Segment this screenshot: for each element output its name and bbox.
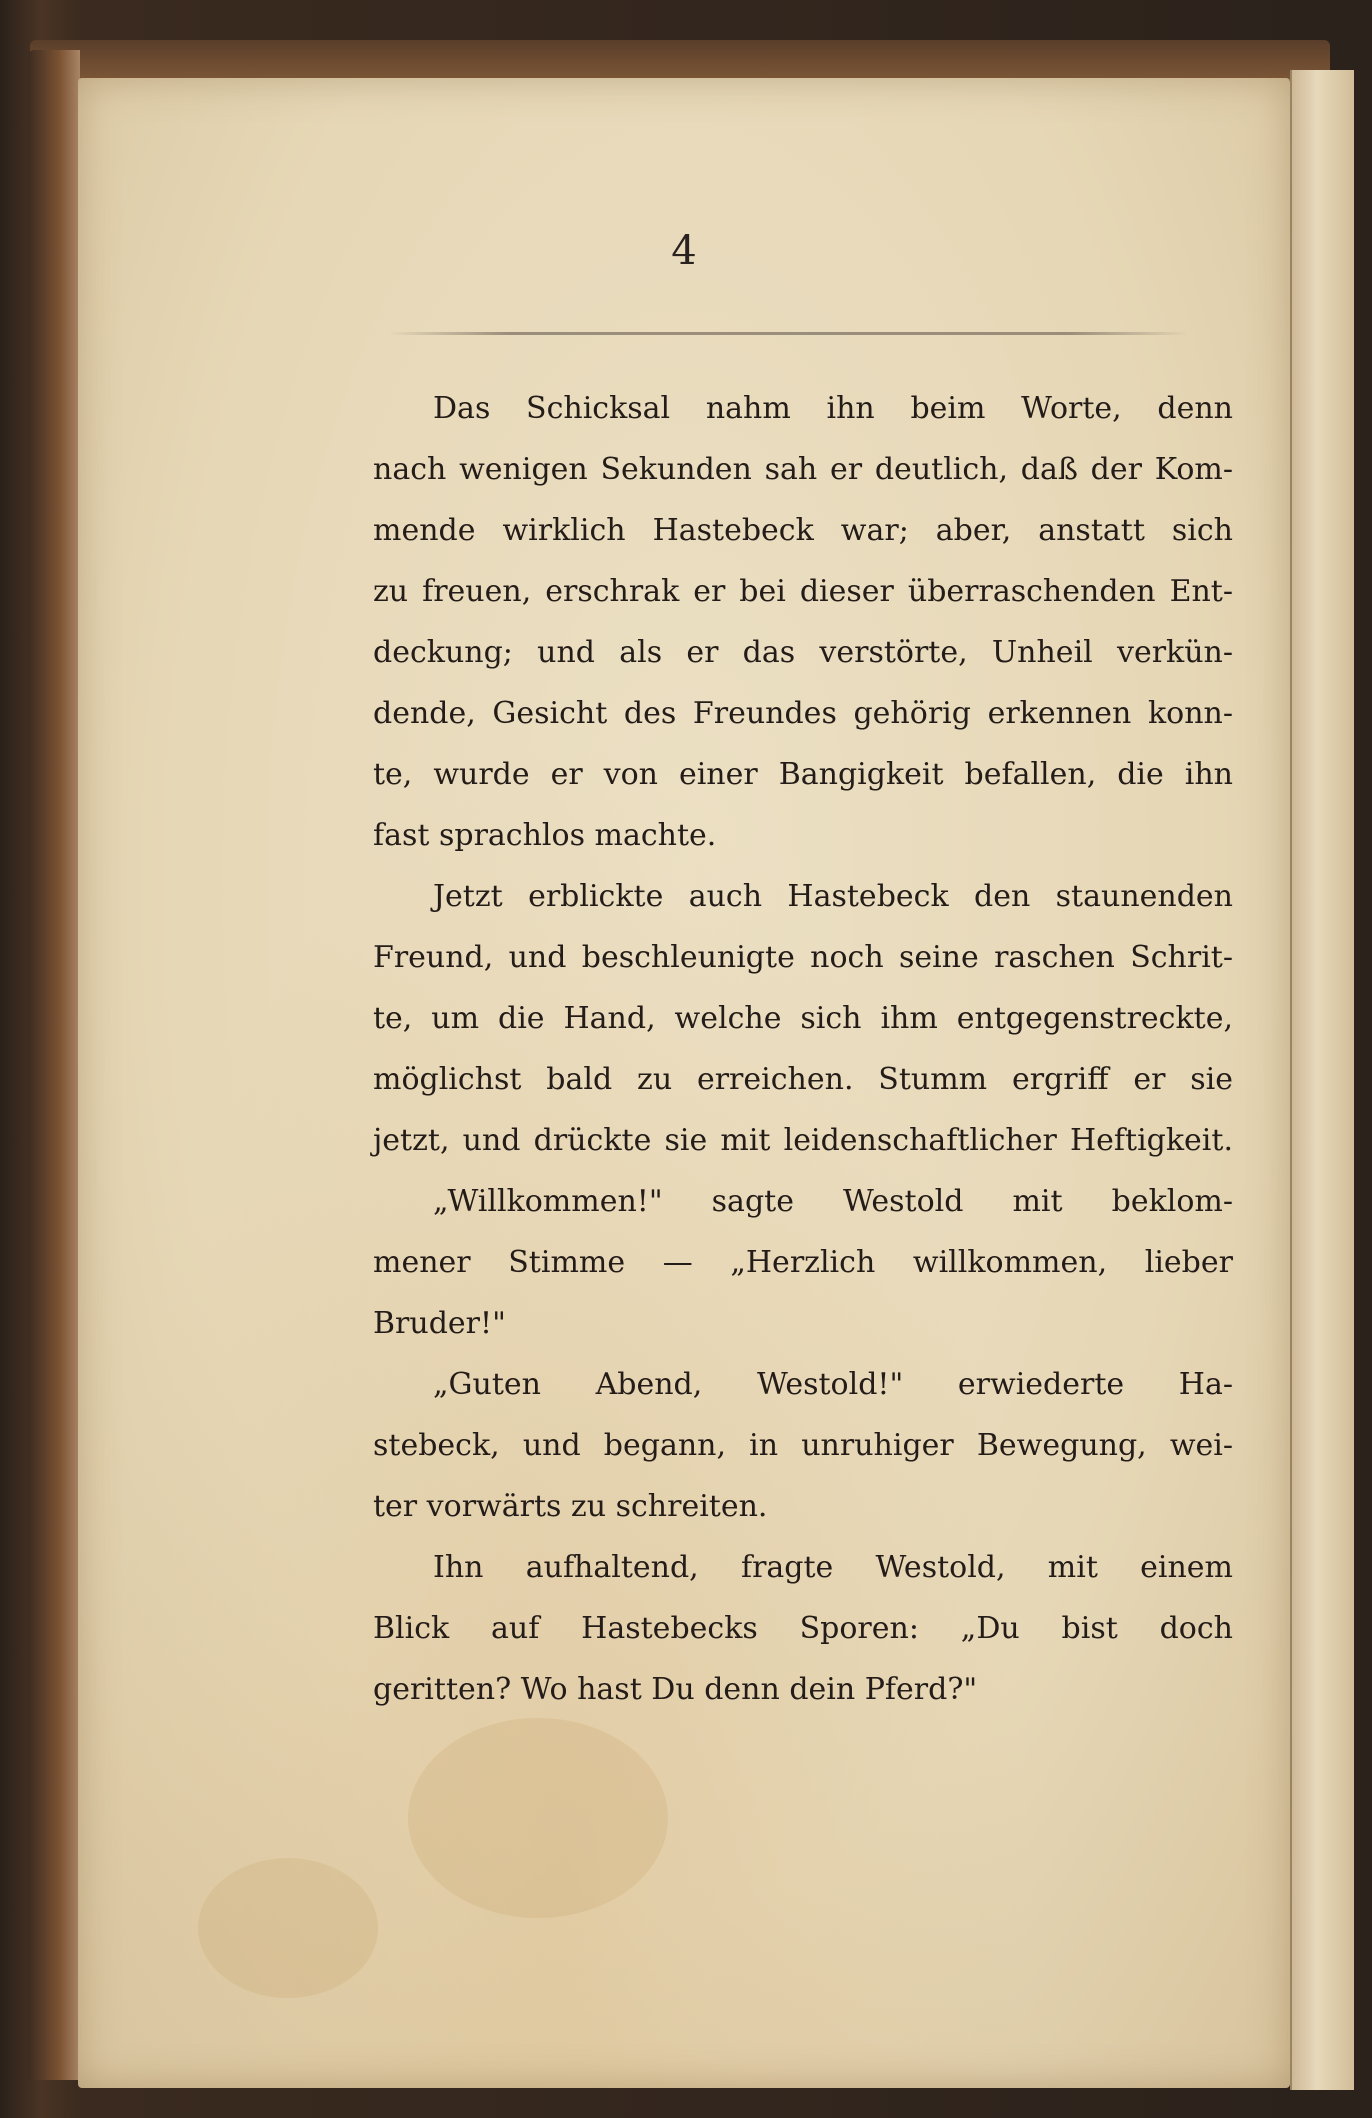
text-line: dende, Gesicht des Freundes gehörig erkennen konn- bbox=[373, 696, 1233, 731]
binding-left-edge bbox=[28, 50, 80, 2080]
text-line: Jetzt erblickte auch Hastebeck den staunenden bbox=[433, 879, 1233, 914]
text-line: Freund, und beschleunigte noch seine raschen Schrit- bbox=[373, 940, 1233, 975]
text-line: Blick auf Hastebecks Sporen: „Du bist doch bbox=[373, 1611, 1233, 1646]
text-line: fast sprachlos machte. bbox=[373, 818, 717, 853]
text-line: Ihn aufhaltend, fragte Westold, mit einem bbox=[433, 1550, 1233, 1585]
text-line: mener Stimme — „Herzlich willkommen, lieber bbox=[373, 1245, 1233, 1280]
paragraph bbox=[373, 866, 1233, 1171]
page-number: 4 bbox=[671, 228, 697, 274]
text-line: geritten? Wo hast Du denn dein Pferd?" bbox=[373, 1672, 978, 1707]
text-line: nach wenigen Sekunden sah er deutlich, daß der Kom- bbox=[373, 452, 1233, 487]
header-rule bbox=[388, 332, 1188, 335]
text-line: te, wurde er von einer Bangigkeit befallen, die ihn bbox=[373, 757, 1233, 792]
text-line: „Willkommen!" sagte Westold mit beklom- bbox=[433, 1184, 1233, 1219]
facing-page-edge bbox=[1290, 70, 1354, 2090]
text-line: stebeck, und begann, in unruhiger Bewegung, wei- bbox=[373, 1428, 1233, 1463]
paragraph bbox=[373, 1537, 1233, 1720]
text-line: jetzt, und drückte sie mit leidenschaftlicher Heftigkeit. bbox=[373, 1123, 1233, 1158]
text-line: Das Schicksal nahm ihn beim Worte, denn bbox=[433, 391, 1233, 426]
binding-top-edge bbox=[30, 40, 1330, 80]
text-line: ter vorwärts zu schreiten. bbox=[373, 1489, 768, 1524]
paragraph bbox=[373, 378, 1233, 866]
text-line: „Guten Abend, Westold!" erwiederte Ha- bbox=[433, 1367, 1233, 1402]
paragraph bbox=[373, 1171, 1233, 1354]
text-line: möglichst bald zu erreichen. Stumm ergriff er sie bbox=[373, 1062, 1233, 1097]
body-text bbox=[373, 378, 1233, 1720]
text-line: deckung; und als er das verstörte, Unheil verkün- bbox=[373, 635, 1233, 670]
text-line: mende wirklich Hastebeck war; aber, anstatt sich bbox=[373, 513, 1233, 548]
page-stain bbox=[198, 1858, 378, 1998]
book-page bbox=[78, 78, 1290, 2088]
text-line: te, um die Hand, welche sich ihm entgegenstreckte, bbox=[373, 1001, 1233, 1036]
paragraph bbox=[373, 1354, 1233, 1537]
page-stain bbox=[408, 1718, 668, 1918]
text-line: zu freuen, erschrak er bei dieser überraschenden Ent- bbox=[373, 574, 1233, 609]
text-line: Bruder!" bbox=[373, 1306, 506, 1341]
